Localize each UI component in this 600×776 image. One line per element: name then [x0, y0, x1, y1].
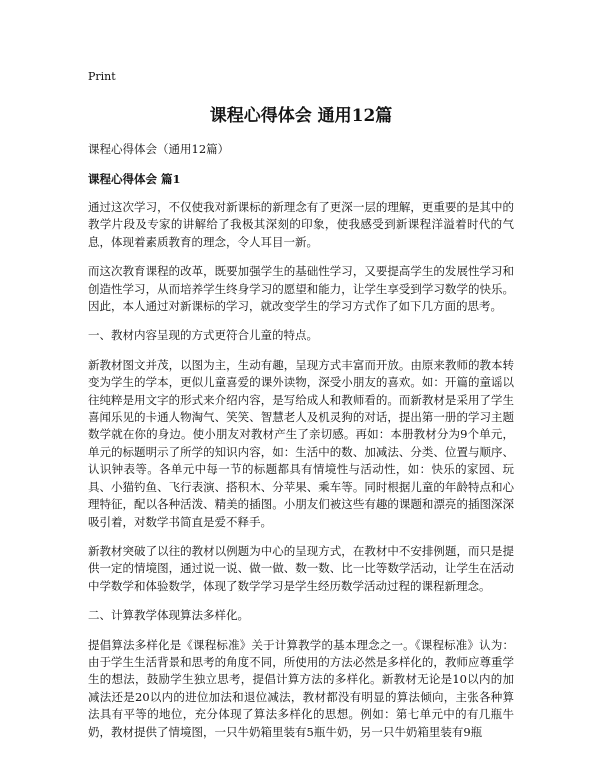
- subheading-2: 二、计算教学体现算法多样化。: [88, 608, 249, 623]
- paragraph-5: 提倡算法多样化是《课程标准》关于计算教学的基本理念之一。《课程标准》认为：由于学生生活背景和思考的角度不同，所使用的方法必然是多样化的，教师应尊重学生的想法，鼓励学生独立思考，提倡计算方法的多样化。新教材无论是10以内的加减法还是20以内的进位加法和退位减法，教材都没有明显的算法倾向，主张各种算法具有平等的地位，充分体现了算法多样化的思想。例如：第七单元中的有几瓶牛奶，教材提供了情境图，一只牛奶箱里装有5瓶牛奶，另一只牛奶箱里装有9瓶: [88, 637, 514, 739]
- paragraph-2: 而这次教育课程的改革，既要加强学生的基础性学习，又要提高学生的发展性学习和创造性学习，从而培养学生终身学习的愿望和能力，让学生享受到学习数学的快乐。因此，本人通过对新课标的学习，就改变学生的学习方式作了如下几方面的思考。: [88, 264, 514, 314]
- print-label[interactable]: Print: [88, 70, 116, 83]
- section-heading: 课程心得体会 篇1: [88, 172, 181, 186]
- paragraph-1: 通过这次学习，不仅使我对新课标的新理念有了更深一层的理解，更重要的是其中的教学片段及专家的讲解给了我极其深刻的印象，使我感受到新课程洋溢着时代的气息，体现着素质教育的理念，令人耳目一新。: [88, 200, 514, 249]
- subheading-1: 一、教材内容呈现的方式更符合儿童的特点。: [88, 328, 318, 343]
- document-subtitle: 课程心得体会（通用12篇）: [88, 142, 230, 156]
- paragraph-3: 新教材图文并茂，以图为主，生动有趣，呈现方式丰富而开放。由原来教师的教本转变为学生的学本，更似儿童喜爱的课外读物，深受小朋友的喜欢。如：开篇的童谣以往纯粹是用文字的形式来介绍内容，是写给成人和教师看的。而新教材是采用了学生喜闻乐见的卡通人物淘气、笑笑、智慧老人及机灵狗的对话，提出第一册的学习主题数学就在你的身边。使小朋友对教材产生了亲切感。再如：本册教材分为9个单元，单元的标题明示了所学的知识内容，如：生活中的数、加减法、分类、位置与顺序、认识钟表等。各单元中每一节的标题都具有情境性与活动性，如：快乐的家园、玩具、小猫钓鱼、飞行表演、搭积木、分苹果、乘车等。同时根据儿童的年龄特点和心理特征，配以各种活泼、精美的插图。小朋友们被这些有趣的课题和漂亮的插图深深吸引着，对数学书简直是爱不释手。: [88, 357, 514, 529]
- paragraph-4: 新教材突破了以往的教材以例题为中心的呈现方式，在教材中不安排例题，而只是提供一定的情境图，通过说一说、做一做、数一数、比一比等数学活动，让学生在活动中学数学和体验数学，体现了数学学习是学生经历数学活动过程的课程新理念。: [88, 543, 514, 593]
- document-title: 课程心得体会 通用12篇: [209, 106, 393, 126]
